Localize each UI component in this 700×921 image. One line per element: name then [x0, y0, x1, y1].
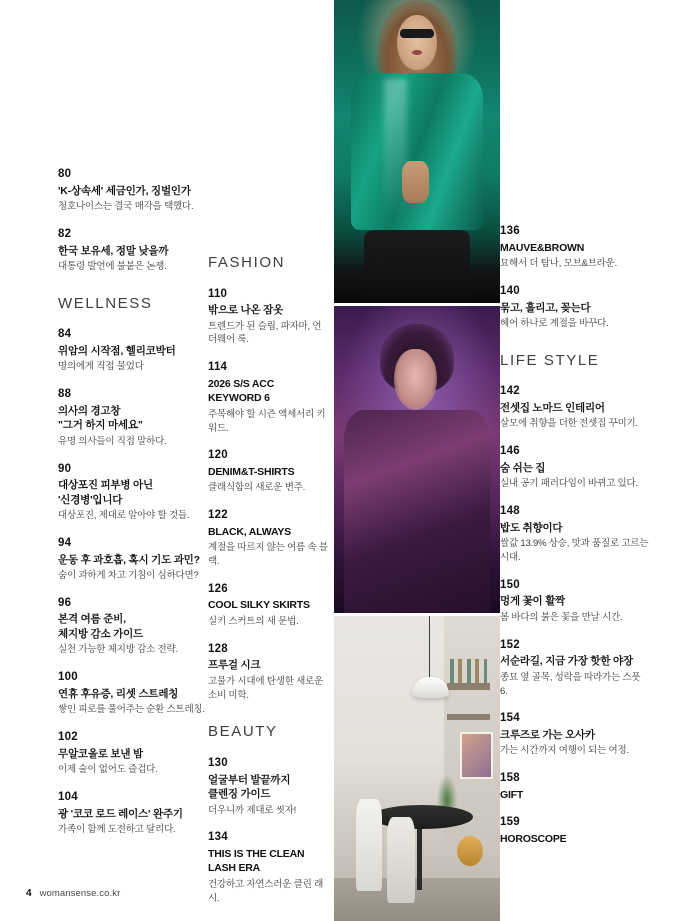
contents-entry[interactable] [500, 639, 650, 699]
entry-title: HOROSCOPE [500, 832, 567, 845]
entry-page-number: 130 [208, 756, 228, 769]
contents-entry[interactable] [58, 328, 208, 374]
lifestyle-photo [334, 616, 500, 921]
photo-wall-art [460, 732, 494, 779]
entry-page-number: 142 [500, 385, 520, 398]
contents-entry[interactable] [500, 285, 650, 331]
entry-page-number: 84 [58, 328, 72, 341]
entry-page-number: 120 [208, 449, 228, 462]
entry-page-number: 148 [500, 505, 520, 518]
photo-midriff [402, 161, 429, 203]
entry-description: 더우니까 제대로 씻자! [208, 804, 297, 816]
contents-entry[interactable] [58, 537, 208, 583]
photo-chair-center [387, 817, 415, 902]
entry-page-number: 102 [58, 731, 78, 744]
entry-description: 봄 바다의 붉은 꽃을 만날 시간. [500, 611, 623, 623]
entry-page-number: 88 [58, 388, 72, 401]
entry-page-number: 152 [500, 638, 520, 651]
contents-entry[interactable] [500, 445, 650, 491]
section-heading: LIFE STYLE [500, 351, 600, 369]
entry-title: 얼굴부터 발끝까지 클렌징 가이드 [208, 773, 291, 801]
entry-description: 실천 가능한 체지방 감소 전략. [58, 644, 178, 656]
entry-page-number: 122 [208, 509, 228, 522]
entry-page-number: 128 [208, 642, 228, 655]
photo-lip-shape [412, 50, 422, 55]
entry-description: 유명 의사들이 직접 말하다. [58, 435, 167, 447]
entry-title: COOL SILKY SKIRTS [208, 599, 310, 612]
fashion-photo [334, 0, 500, 303]
contents-entry[interactable] [58, 463, 208, 523]
entry-title: 크루즈로 가는 오사카 [500, 728, 595, 741]
entry-page-number: 110 [208, 287, 228, 300]
contents-entry[interactable] [500, 816, 650, 846]
contents-entry[interactable] [208, 361, 330, 435]
contents-entry[interactable] [208, 831, 330, 905]
entry-title: 밖으로 나온 잠옷 [208, 304, 284, 317]
contents-column-middle [208, 255, 330, 919]
contents-entry[interactable] [500, 385, 650, 431]
contents-entry[interactable] [58, 671, 208, 717]
entry-title: 숨 쉬는 집 [500, 461, 546, 474]
lifestyle-photo-art [334, 616, 500, 921]
entry-page-number: 154 [500, 712, 520, 725]
contents-entry[interactable] [500, 712, 650, 758]
entry-title: 'K-상속세' 세금인가, 징벌인가 [58, 184, 191, 197]
contents-entry[interactable] [58, 597, 208, 657]
entry-page-number: 136 [500, 225, 520, 237]
entry-title: THIS IS THE CLEAN LASH ERA [208, 847, 305, 875]
photo-table-leg [417, 823, 422, 890]
entry-description: 숨이 과하게 차고 기침이 심하다면? [58, 570, 199, 582]
photo-face-shape [397, 15, 437, 70]
entry-description: 묘해서 더 탐나, 모브&브라운. [500, 258, 618, 270]
photo-green-shirt [351, 73, 484, 231]
entry-title: 무알코올로 보낸 밤 [58, 747, 143, 760]
beauty-photo [334, 306, 500, 613]
entry-title: 전셋집 노마드 인테리어 [500, 401, 605, 414]
entry-title: 서순라길, 지금 가장 핫한 야장 [500, 655, 633, 668]
entry-title: 대상포진 피부병 아닌 '신경병'입니다 [58, 479, 153, 506]
entry-page-number: 90 [58, 462, 72, 475]
entry-description: 종묘 옆 골목, 성락을 따라가는 스풋 6. [500, 671, 641, 697]
entry-title: 위암의 시작점, 헬리코박터 [58, 344, 176, 357]
contents-entry[interactable] [500, 505, 650, 565]
entry-title: 본격 여름 준비, 체지방 감소 가이드 [58, 613, 143, 640]
contents-entry[interactable] [500, 579, 650, 625]
contents-entry[interactable] [208, 643, 330, 703]
entry-title: 2026 S/S ACC KEYWORD 6 [208, 377, 275, 405]
section-heading: WELLNESS [58, 294, 153, 312]
entry-page-number: 158 [500, 772, 520, 785]
entry-description: 실내 공기 패러다임이 바뀌고 있다. [500, 478, 638, 490]
entry-description: 쌓인 피로를 풀어주는 순환 스트레칭. [58, 704, 205, 716]
entry-title: 광 '코코 로드 레이스' 완주기 [58, 807, 183, 820]
entry-title: 의사의 경고창 "그거 하지 마세요" [58, 404, 143, 432]
contents-entry[interactable] [500, 225, 650, 271]
contents-entry[interactable] [58, 168, 208, 214]
entry-description: 계절을 따르지 않는 여름 속 블랙. [208, 542, 328, 568]
contents-entry[interactable] [208, 757, 330, 817]
contents-entry[interactable] [58, 388, 208, 448]
fashion-photo-art [334, 0, 500, 303]
entry-page-number: 126 [208, 582, 228, 595]
entry-page-number: 146 [500, 445, 520, 458]
entry-page-number: 114 [208, 361, 228, 374]
site-url: womansense.co.kr [39, 888, 121, 899]
contents-column-left [58, 168, 208, 851]
entry-title: 밥도 취향이다 [500, 521, 563, 534]
contents-column-right [500, 225, 650, 860]
contents-entry[interactable] [208, 509, 330, 569]
entry-page-number: 150 [500, 578, 520, 591]
entry-page-number: 100 [58, 671, 78, 684]
photo-black-pants [364, 230, 470, 303]
entry-description: 청호나이스는 결국 매각을 택했다. [58, 201, 194, 213]
photo-shelf-lower [447, 714, 490, 721]
entry-title: 묶고, 흘리고, 꽂는다 [500, 301, 591, 314]
contents-entry[interactable] [58, 731, 208, 777]
entry-page-number: 80 [58, 168, 72, 180]
beauty-photo-art [334, 306, 500, 613]
entry-page-number: 82 [58, 227, 72, 240]
entry-page-number: 159 [500, 816, 520, 829]
entry-title: DENIM&T-SHIRTS [208, 465, 295, 478]
entry-title: MAUVE&BROWN [500, 241, 585, 254]
photo-jacket [344, 410, 490, 613]
pendant-lamp-icon [412, 677, 449, 698]
entry-description: 이제 술이 없어도 즐겁다. [58, 764, 158, 776]
contents-entry[interactable] [208, 449, 330, 495]
photo-face-shape [394, 349, 437, 410]
entry-page-number: 94 [58, 536, 72, 549]
contents-entry[interactable] [500, 772, 650, 802]
entry-description: 클래식함의 새로운 변주. [208, 482, 306, 494]
entry-description: 명의에게 직접 물었다 [58, 361, 144, 373]
entry-description: 가는 시간까지 여행이 되는 여정. [500, 745, 629, 757]
entry-description: 주목해야 할 시즌 액세서리 키워드. [208, 408, 326, 434]
section-heading: BEAUTY [208, 723, 278, 741]
entry-description: 실키 스커트의 새 문법. [208, 615, 299, 627]
entry-page-number: 96 [58, 596, 72, 609]
entry-description: 건강하고 자연스러운 클린 래시. [208, 878, 324, 904]
page-footer [26, 888, 120, 899]
entry-description: 고물가 시대에 탄생한 새로운 소비 미학. [208, 675, 324, 701]
entry-title: 한국 보유세, 정말 낮을까 [58, 244, 169, 257]
entry-title: 운동 후 과호흡, 혹시 기도 과민? [58, 553, 200, 566]
entry-description: 가족이 함께 도전하고 달리다. [58, 824, 176, 836]
entry-description: 대통령 발언에 불붙은 논쟁. [58, 261, 167, 273]
entry-title: BLACK, ALWAYS [208, 525, 291, 538]
entry-title: 멍게 꽃이 활짝 [500, 595, 566, 608]
entry-title: 연휴 후유증, 리셋 스트레칭 [58, 687, 179, 700]
page-number: 4 [26, 888, 32, 899]
entry-description: 대상포진, 제대로 알아야 할 것들. [58, 510, 190, 522]
photo-stool [457, 836, 484, 867]
contents-entry[interactable] [58, 228, 208, 274]
entry-title: GIFT [500, 788, 524, 801]
contents-entry[interactable] [208, 583, 330, 629]
entry-page-number: 104 [58, 790, 78, 803]
photo-bottles [450, 659, 487, 683]
entry-description: 살모에 취향을 더한 전셋집 꾸미기. [500, 418, 638, 430]
entry-description: 쌀값 13.9% 상승, 맛과 품질로 고르는 시대. [500, 538, 649, 563]
contents-entry[interactable] [208, 288, 330, 348]
contents-entry[interactable] [58, 791, 208, 837]
photo-lamp-cord [429, 616, 431, 683]
entry-page-number: 134 [208, 831, 228, 844]
photo-shelf-upper [447, 683, 490, 690]
section-heading: FASHION [208, 254, 286, 271]
entry-title: 프루걸 시크 [208, 659, 261, 672]
entry-page-number: 140 [500, 284, 520, 297]
sunglasses-icon [400, 29, 433, 39]
photo-chair-left [356, 799, 383, 891]
entry-description: 트렌드가 된 슬립, 파자마, 언더웨어 룩. [208, 320, 322, 346]
entry-description: 헤어 하나로 계절을 바꾸다. [500, 318, 609, 330]
